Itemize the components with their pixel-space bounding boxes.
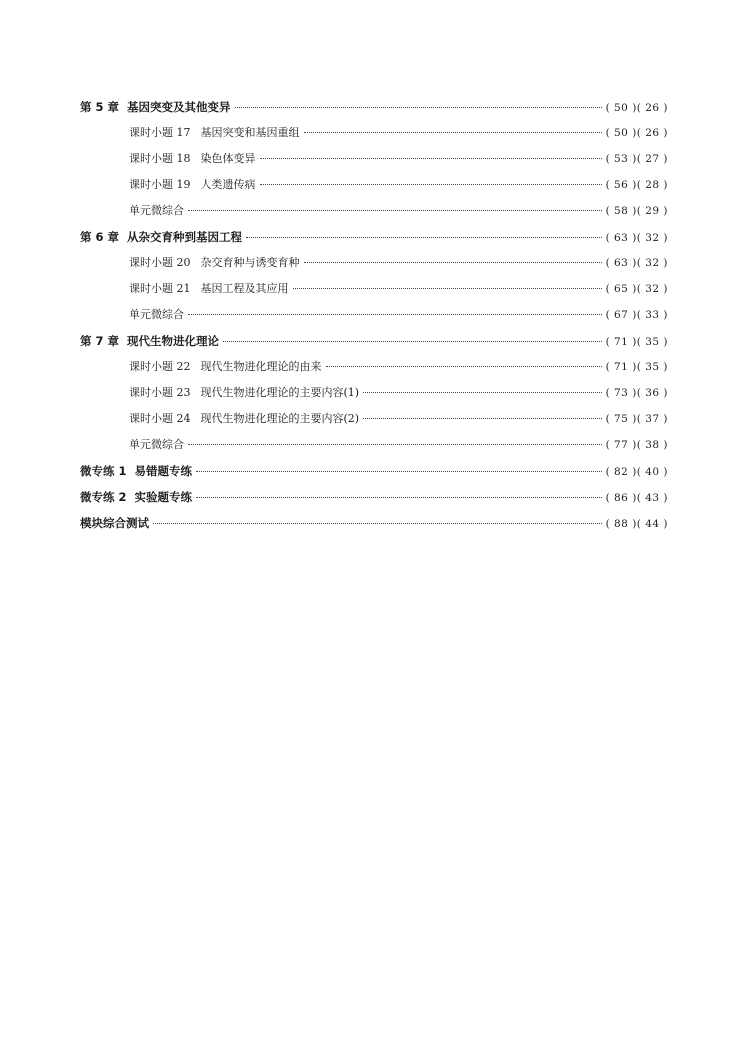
unit-title: 单元微综合 <box>129 438 184 451</box>
lesson-title: 现代生物进化理论的主要内容(1) <box>200 386 360 399</box>
page-numbers: ( 58 )( 29 ) <box>606 198 668 224</box>
page-numbers: ( 65 )( 32 ) <box>606 276 668 302</box>
toc-lesson-18[interactable] <box>80 146 668 172</box>
toc-unit-review-5[interactable] <box>80 198 668 224</box>
page-numbers: ( 75 )( 37 ) <box>606 406 668 432</box>
dot-leader <box>188 313 602 315</box>
dot-leader <box>363 391 601 393</box>
page-number: 53 <box>614 153 629 165</box>
answer-page-number: 44 <box>645 518 660 530</box>
lesson-title: 染色体变异 <box>200 152 256 165</box>
dot-leader <box>246 236 602 238</box>
page-number: 82 <box>614 466 629 478</box>
lesson-number: 课时小题 21 <box>129 282 191 295</box>
toc-label <box>129 146 256 172</box>
chapter-number: 第 5 章 <box>80 100 120 114</box>
page-numbers: ( 63 )( 32 ) <box>606 250 668 276</box>
toc-special-practice-1[interactable] <box>80 458 668 484</box>
dot-leader <box>304 261 602 263</box>
toc-lesson-23[interactable] <box>80 380 668 406</box>
page-numbers: ( 86 )( 43 ) <box>606 485 668 511</box>
page-number: 73 <box>614 387 629 399</box>
page-number: 71 <box>614 361 629 373</box>
answer-page-number: 32 <box>645 257 660 269</box>
toc-chapter-6[interactable] <box>80 224 668 250</box>
toc-chapter-7[interactable] <box>80 328 668 354</box>
dot-leader <box>326 365 602 367</box>
toc-label <box>129 172 256 198</box>
answer-page-number: 33 <box>645 309 660 321</box>
page-number: 75 <box>614 413 629 425</box>
page-number: 50 <box>614 102 629 114</box>
toc-label <box>129 354 322 380</box>
answer-page-number: 36 <box>645 387 660 399</box>
page-numbers: ( 77 )( 38 ) <box>606 432 668 458</box>
lesson-number: 课时小题 24 <box>129 412 191 425</box>
page-numbers: ( 53 )( 27 ) <box>606 146 668 172</box>
toc-lesson-20[interactable] <box>80 250 668 276</box>
dot-leader <box>304 131 602 133</box>
practice-title: 实验题专练 <box>134 490 193 504</box>
answer-page-number: 32 <box>645 232 660 244</box>
lesson-title: 基因工程及其应用 <box>200 282 289 295</box>
lesson-title: 基因突变和基因重组 <box>200 126 300 139</box>
chapter-title: 从杂交育种到基因工程 <box>127 230 243 244</box>
module-test-title: 模块综合测试 <box>80 516 149 530</box>
answer-page-number: 37 <box>645 413 660 425</box>
page-number: 71 <box>614 336 629 348</box>
page-numbers: ( 82 )( 40 ) <box>606 459 668 485</box>
answer-page-number: 35 <box>645 336 660 348</box>
answer-page-number: 40 <box>645 466 660 478</box>
toc-lesson-17[interactable] <box>80 120 668 146</box>
page-number: 58 <box>614 205 629 217</box>
lesson-number: 课时小题 22 <box>129 360 191 373</box>
page-numbers: ( 71 )( 35 ) <box>606 329 668 355</box>
toc-lesson-22[interactable] <box>80 354 668 380</box>
toc-label <box>80 484 192 510</box>
dot-leader <box>260 183 602 185</box>
toc-label <box>129 120 300 146</box>
toc-module-test[interactable] <box>80 510 668 536</box>
lesson-title: 人类遗传病 <box>200 178 256 191</box>
page-numbers: ( 63 )( 32 ) <box>606 225 668 251</box>
dot-leader <box>363 417 601 419</box>
answer-page-number: 38 <box>645 439 660 451</box>
answer-page-number: 43 <box>645 492 660 504</box>
toc-label <box>80 458 192 484</box>
practice-title: 易错题专练 <box>134 464 193 478</box>
toc-label <box>129 250 300 276</box>
page-number: 50 <box>614 127 629 139</box>
chapter-title: 基因突变及其他变异 <box>127 100 231 114</box>
lesson-number: 课时小题 20 <box>129 256 191 269</box>
practice-number: 微专练 1 <box>80 464 127 478</box>
chapter-title: 现代生物进化理论 <box>127 334 220 348</box>
page-number: 77 <box>614 439 629 451</box>
practice-number: 微专练 2 <box>80 490 127 504</box>
page-numbers: ( 71 )( 35 ) <box>606 354 668 380</box>
lesson-title: 现代生物进化理论的主要内容(2) <box>200 412 360 425</box>
lesson-number: 课时小题 18 <box>129 152 191 165</box>
toc-label <box>80 94 231 120</box>
toc-lesson-21[interactable] <box>80 276 668 302</box>
toc-label <box>129 380 359 406</box>
page-numbers: ( 56 )( 28 ) <box>606 172 668 198</box>
unit-title: 单元微综合 <box>129 204 184 217</box>
answer-page-number: 26 <box>645 102 660 114</box>
answer-page-number: 35 <box>645 361 660 373</box>
lesson-number: 课时小题 19 <box>129 178 191 191</box>
toc-chapter-5[interactable] <box>80 94 668 120</box>
unit-title: 单元微综合 <box>129 308 184 321</box>
page-number: 56 <box>614 179 629 191</box>
table-of-contents <box>80 94 668 536</box>
dot-leader <box>260 157 602 159</box>
dot-leader <box>188 209 602 211</box>
page-number: 86 <box>614 492 629 504</box>
page-numbers: ( 50 )( 26 ) <box>606 95 668 121</box>
page-number: 63 <box>614 257 629 269</box>
dot-leader <box>196 470 602 472</box>
lesson-number: 课时小题 17 <box>129 126 191 139</box>
page-numbers: ( 73 )( 36 ) <box>606 380 668 406</box>
dot-leader <box>153 522 602 524</box>
toc-label <box>129 276 289 302</box>
toc-unit-review-7[interactable] <box>80 432 668 458</box>
answer-page-number: 29 <box>645 205 660 217</box>
page-numbers: ( 88 )( 44 ) <box>606 511 668 537</box>
lesson-title: 杂交育种与诱变育种 <box>200 256 300 269</box>
toc-special-practice-2[interactable] <box>80 484 668 510</box>
lesson-number: 课时小题 23 <box>129 386 191 399</box>
answer-page-number: 27 <box>645 153 660 165</box>
page-number: 63 <box>614 232 629 244</box>
toc-label <box>129 406 359 432</box>
chapter-number: 第 6 章 <box>80 230 120 244</box>
page-numbers: ( 67 )( 33 ) <box>606 302 668 328</box>
dot-leader <box>235 106 602 108</box>
chapter-number: 第 7 章 <box>80 334 120 348</box>
toc-unit-review-6[interactable] <box>80 302 668 328</box>
toc-lesson-19[interactable] <box>80 172 668 198</box>
page-number: 88 <box>614 518 629 530</box>
dot-leader <box>293 287 602 289</box>
answer-page-number: 28 <box>645 179 660 191</box>
toc-label <box>80 224 242 250</box>
answer-page-number: 32 <box>645 283 660 295</box>
dot-leader <box>196 496 602 498</box>
page-numbers: ( 50 )( 26 ) <box>606 120 668 146</box>
answer-page-number: 26 <box>645 127 660 139</box>
page-number: 67 <box>614 309 629 321</box>
page-number: 65 <box>614 283 629 295</box>
toc-label <box>80 328 219 354</box>
dot-leader <box>188 443 602 445</box>
lesson-title: 现代生物进化理论的由来 <box>200 360 322 373</box>
toc-lesson-24[interactable] <box>80 406 668 432</box>
dot-leader <box>223 340 602 342</box>
